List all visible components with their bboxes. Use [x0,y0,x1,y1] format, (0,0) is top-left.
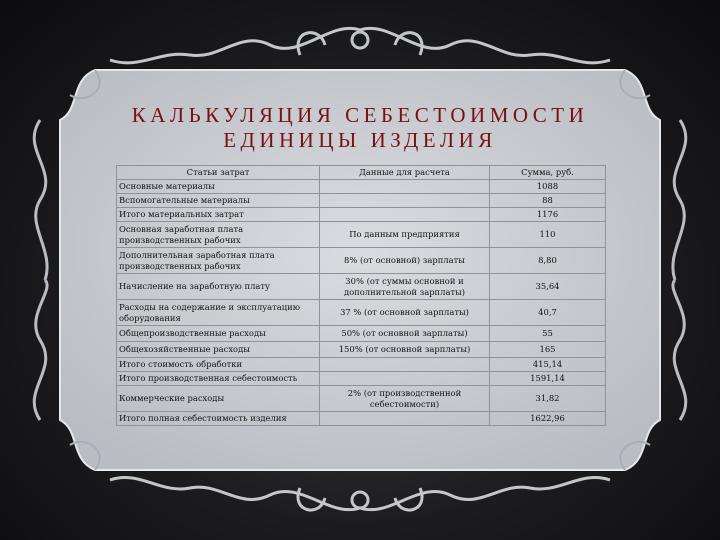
row-amount: 88 [490,194,606,208]
table-row [117,248,606,274]
row-basis: 2% (от производственной себестоимости) [320,386,490,412]
row-amount: 1622,96 [490,412,606,426]
row-amount: 165 [490,342,606,358]
row-item: Дополнительная заработная плата производственных рабочих [117,248,320,274]
row-item: Основная заработная плата производственных рабочих [117,222,320,248]
row-basis [320,372,490,386]
row-item: Итого материальных затрат [117,208,320,222]
header-calc-data: Данные для расчета [320,166,490,180]
row-item: Итого стоимость обработки [117,358,320,372]
row-basis [320,208,490,222]
row-basis: 37 % (от основной зарплаты) [320,300,490,326]
cost-table [116,165,606,426]
row-basis [320,180,490,194]
slide-title-line2: ЕДИНИЦЫ ИЗДЕЛИЯ [223,128,497,152]
table-row [117,342,606,358]
row-basis: 30% (от суммы основной и дополнительной зарплаты) [320,274,490,300]
row-basis [320,194,490,208]
row-amount: 110 [490,222,606,248]
table-row [117,222,606,248]
row-amount: 415,14 [490,358,606,372]
row-amount: 31,82 [490,386,606,412]
row-item: Общехозяйственные расходы [117,342,320,358]
table-row [117,300,606,326]
row-item: Итого производственная себестоимость [117,372,320,386]
slide-title-line1: КАЛЬКУЛЯЦИЯ СЕБЕСТОИМОСТИ [131,103,589,127]
row-item: Вспомогательные материалы [117,194,320,208]
table-row [117,372,606,386]
row-basis: По данным предприятия [320,222,490,248]
row-basis: 150% (от основной зарплаты) [320,342,490,358]
table-header-row [117,166,606,180]
ornament-bottom [110,478,610,511]
slide-title [100,103,620,153]
row-item: Основные материалы [117,180,320,194]
table-row [117,194,606,208]
row-basis: 50% (от основной зарплаты) [320,326,490,342]
table-row [117,208,606,222]
row-item: Общепроизводственные расходы [117,326,320,342]
ornament-top [110,28,610,62]
cost-table-container [116,165,604,426]
header-amount: Сумма, руб. [490,166,606,180]
row-basis [320,358,490,372]
row-amount: 40,7 [490,300,606,326]
row-item: Начисление на заработную плату [117,274,320,300]
row-amount: 1088 [490,180,606,194]
row-amount: 55 [490,326,606,342]
row-item: Итого полная себестоимость изделия [117,412,320,426]
row-amount: 1591,14 [490,372,606,386]
table-row [117,180,606,194]
table-row [117,358,606,372]
row-amount: 8,80 [490,248,606,274]
table-row [117,274,606,300]
table-row [117,412,606,426]
header-cost-items: Статьи затрат [117,166,320,180]
table-row [117,326,606,342]
table-row [117,386,606,412]
row-amount: 1176 [490,208,606,222]
row-basis: 8% (от основной) зарплаты [320,248,490,274]
row-item: Коммерческие расходы [117,386,320,412]
row-amount: 35,64 [490,274,606,300]
row-basis [320,412,490,426]
row-item: Расходы на содержание и эксплуатацию оборудования [117,300,320,326]
